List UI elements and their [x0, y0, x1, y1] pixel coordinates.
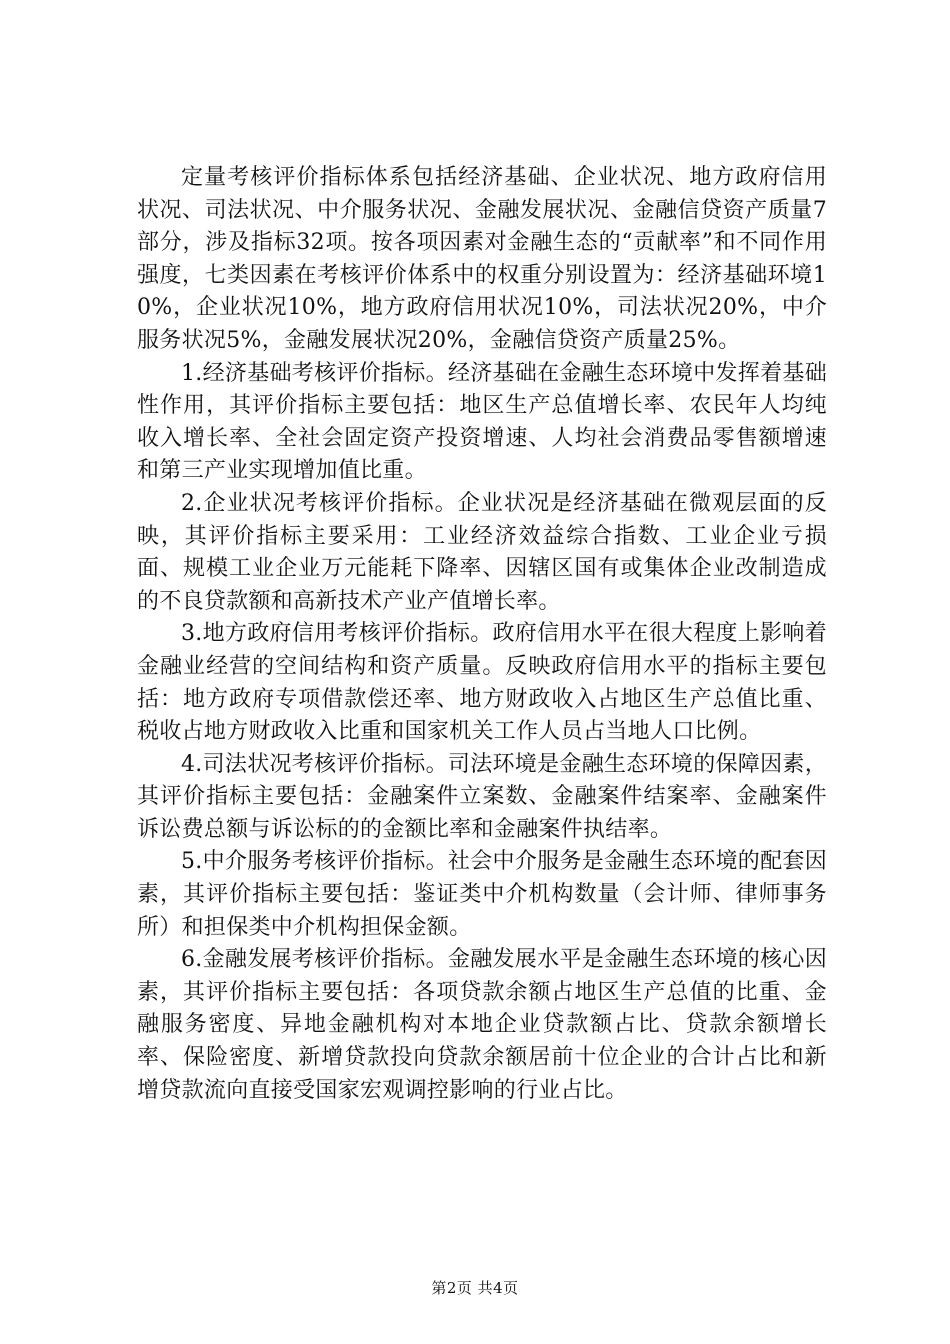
- paragraph-economic-basis: 1.经济基础考核评价指标。经济基础在金融生态环境中发挥着基础性作用，其评价指标主要包括：地区生产总值增长率、农民年人均纯收入增长率、全社会固定资产投资增速、人均社会消费品零售额增速和第三产业实现增加值比重。: [137, 360, 827, 484]
- page-number-footer: 第2页 共4页: [431, 1279, 519, 1297]
- paragraph-intermediary-services: 5.中介服务考核评价指标。社会中介服务是金融生态环境的配套因素，其评价指标主要包括：鉴证类中介机构数量（会计师、律师事务所）和担保类中介机构担保金额。: [137, 849, 827, 940]
- paragraph-government-credit: 3.地方政府信用考核评价指标。政府信用水平在很大程度上影响着金融业经营的空间结构和资产质量。反映政府信用水平的指标主要包括：地方政府专项借款偿还率、地方财政收入占地区生产总值比重、税收占地方财政收入比重和国家机关工作人员占当地人口比例。: [137, 621, 827, 745]
- paragraph-intro: 定量考核评价指标体系包括经济基础、企业状况、地方政府信用状况、司法状况、中介服务状况、金融发展状况、金融信贷资产质量7部分，涉及指标32项。按各项因素对金融生态的“贡献率”和不同作用强度，七类因素在考核评价体系中的权重分别设置为：经济基础环境10%，企业状况10%，地方政府信用状况10%，司法状况20%，中介服务状况5%，金融发展状况20%，金融信贷资产质量25%。: [137, 165, 827, 353]
- paragraph-judicial-status: 4.司法状况考核评价指标。司法环境是金融生态环境的保障因素，其评价指标主要包括：金融案件立案数、金融案件结案率、金融案件诉讼费总额与诉讼标的的金额比率和金融案件执结率。: [137, 751, 827, 842]
- document-body: [137, 162, 827, 1107]
- paragraph-enterprise-status: 2.企业状况考核评价指标。企业状况是经济基础在微观层面的反映，其评价指标主要采用：工业经济效益综合指数、工业企业亏损面、规模工业企业万元能耗下降率、因辖区国有或集体企业改制造成的不良贷款额和高新技术产业产值增长率。: [137, 490, 827, 614]
- paragraph-financial-development: 6.金融发展考核评价指标。金融发展水平是金融生态环境的核心因素，其评价指标主要包括：各项贷款余额占地区生产总值的比重、金融服务密度、异地金融机构对本地企业贷款额占比、贷款余额增长率、保险密度、新增贷款投向贷款余额居前十位企业的合计占比和新增贷款流向直接受国家宏观调控影响的行业占比。: [137, 947, 827, 1103]
